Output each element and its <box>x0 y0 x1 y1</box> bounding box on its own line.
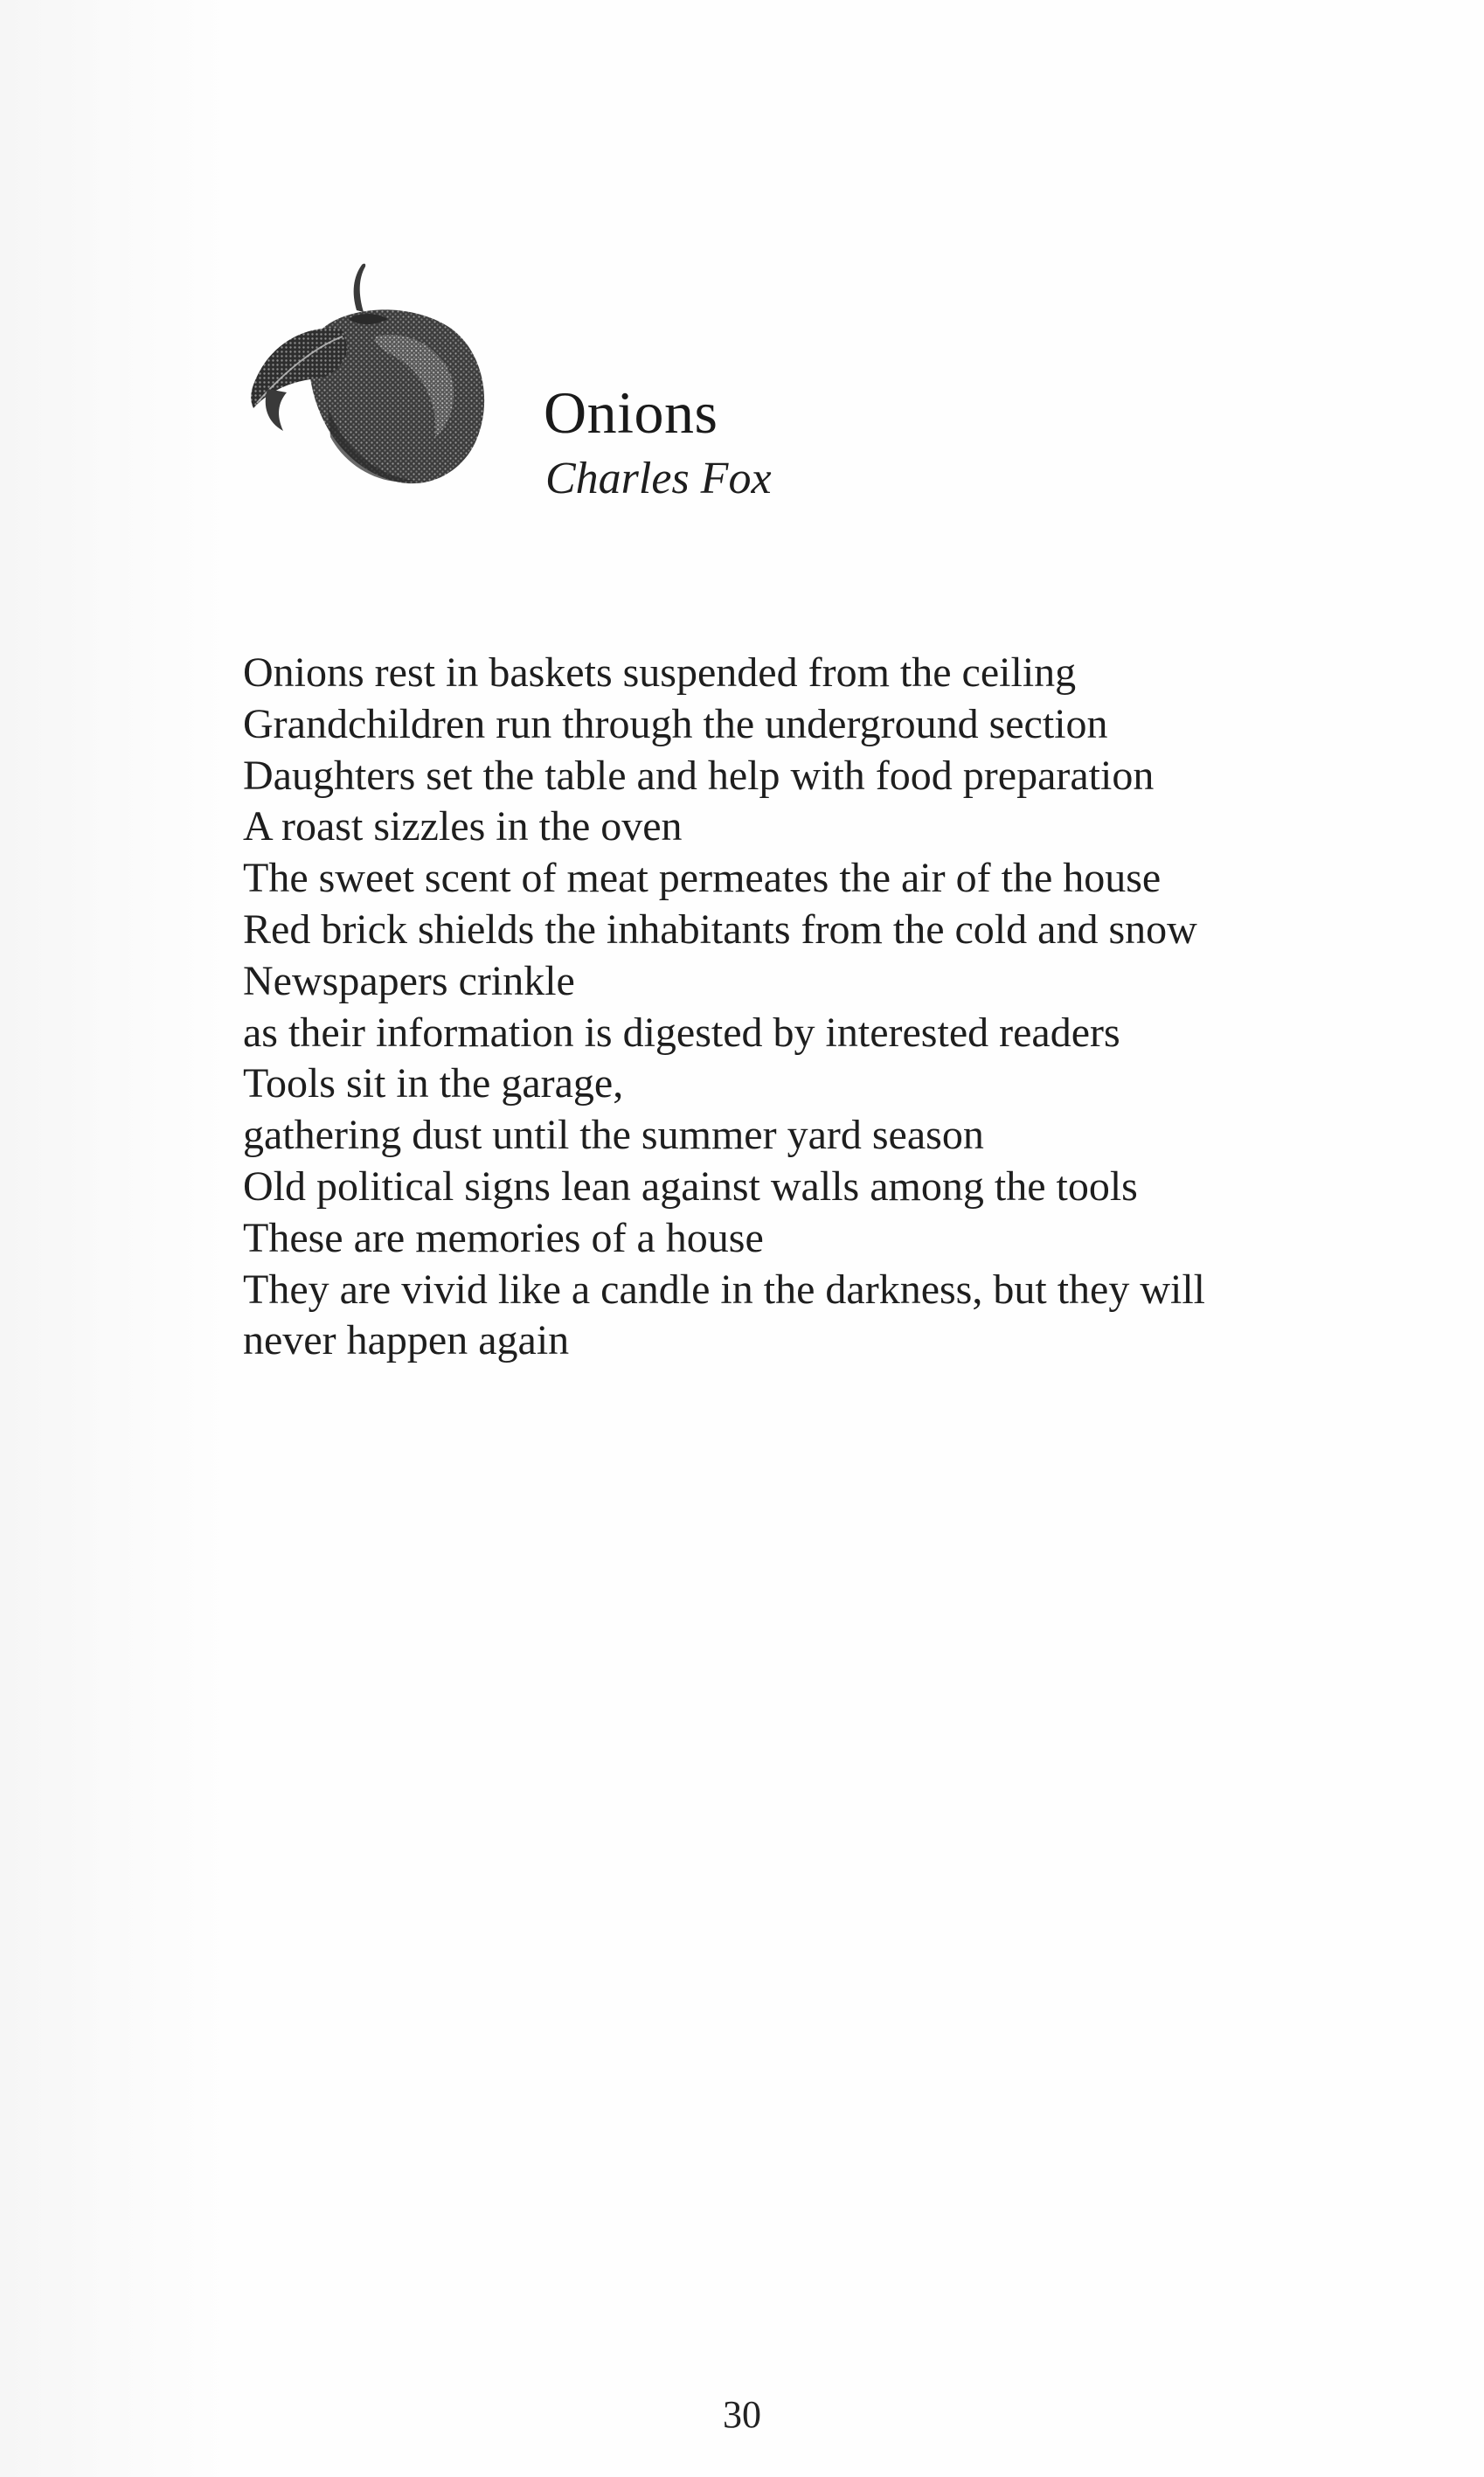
poem-body <box>243 648 1379 1367</box>
poem-line: The sweet scent of meat permeates the air of the house <box>243 855 1162 902</box>
poem-line: Newspapers crinkle <box>243 957 575 1004</box>
poem-line: They are vivid like a candle in the darkness, but they will <box>243 1266 1205 1313</box>
poem-author: Charles Fox <box>545 454 772 503</box>
page-number: 30 <box>723 2393 761 2436</box>
fruit-illustration-icon <box>245 258 507 494</box>
poem-line: gathering dust until the summer yard season <box>243 1112 984 1159</box>
poem-line: Daughters set the table and help with food preparation <box>243 752 1155 799</box>
poem-line: Red brick shields the inhabitants from the cold and snow <box>243 905 1197 953</box>
poem-line: never happen again <box>243 1317 570 1364</box>
poem-title: Onions <box>544 379 718 446</box>
page-gutter-shade <box>0 0 234 2477</box>
poem-line: Onions rest in baskets suspended from the ceiling <box>243 649 1077 696</box>
poem-line: Tools sit in the garage, <box>243 1060 624 1107</box>
poem-line: Grandchildren run through the underground section <box>243 700 1108 747</box>
poem-header <box>544 378 772 507</box>
poem-line: as their information is digested by interested readers <box>243 1009 1120 1056</box>
poem-line: Old political signs lean against walls among the tools <box>243 1162 1138 1210</box>
poem-line: These are memories of a house <box>243 1214 764 1261</box>
poem-line: A roast sizzles in the oven <box>243 803 683 850</box>
